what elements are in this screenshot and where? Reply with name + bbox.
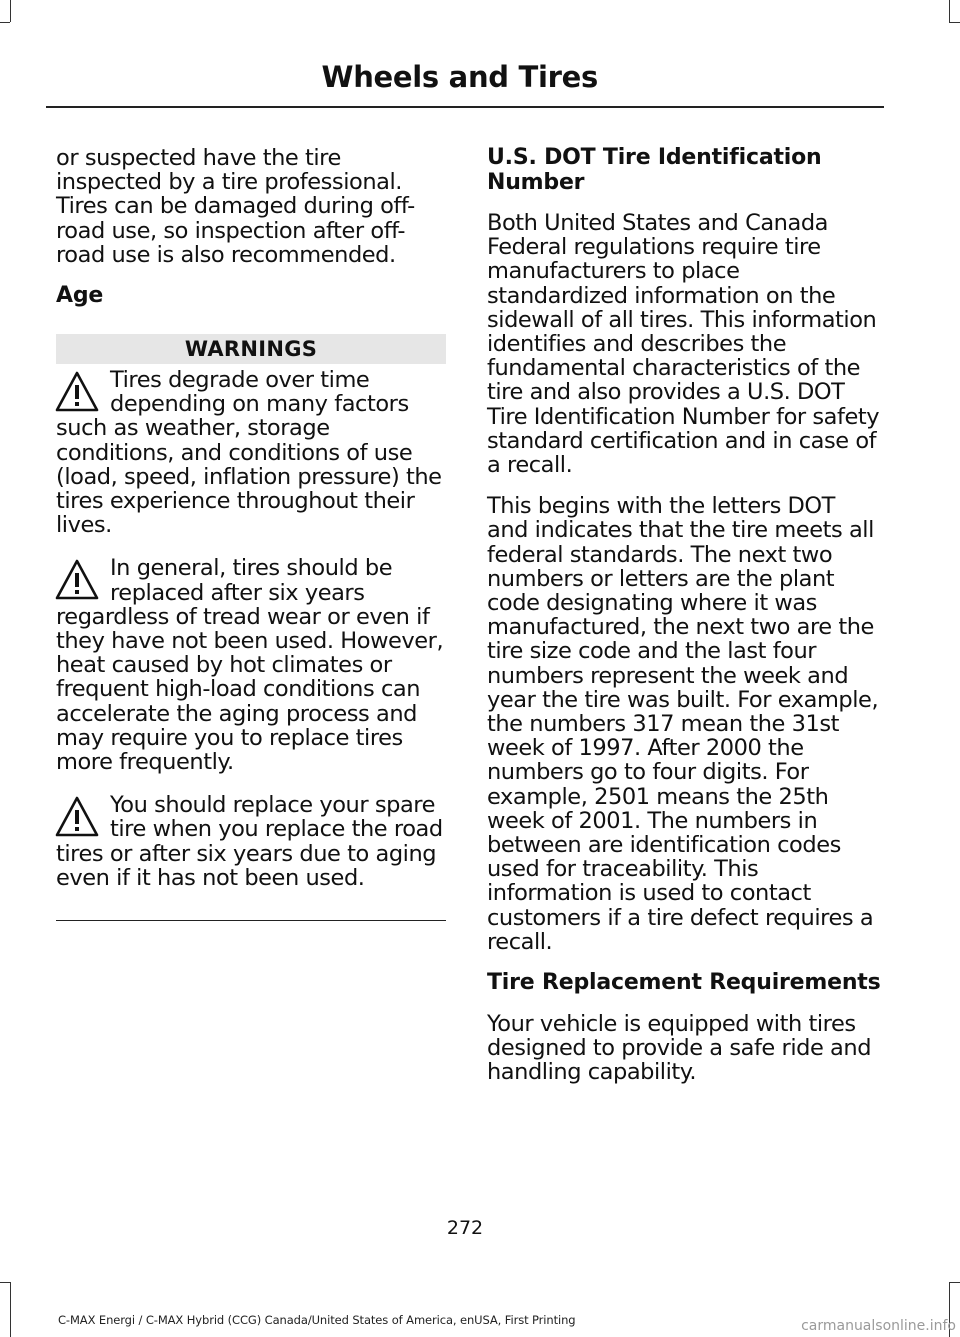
footer-text: C-MAX Energi / C-MAX Hybrid (CCG) Canada/United States of America, enUSA, First Printing xyxy=(58,1313,576,1327)
crop-mark xyxy=(949,0,950,22)
page-title: Wheels and Tires xyxy=(321,60,598,94)
warning-text: Tires degrade over time depending on many factors such as weather, storage conditions, and conditions of use (load, speed, inflation pressure) the tires experience throughout their lives. xyxy=(56,367,442,539)
warning-item xyxy=(56,556,446,774)
intro-paragraph: or suspected have the tire inspected by a tire professional. Tires can be damaged during off-road use, so inspection after off-road use is also recommended. xyxy=(56,145,415,268)
warning-text: You should replace your spare tire when you replace the road tires or after six years due to aging even if it has not been used. xyxy=(56,792,443,891)
crop-mark xyxy=(0,22,10,23)
warning-triangle-icon xyxy=(54,370,100,414)
warning-triangle-icon xyxy=(54,795,100,839)
replacement-paragraph: Your vehicle is equipped with tires designed to provide a safe ride and handling capability. xyxy=(487,1010,872,1085)
warning-item xyxy=(56,368,446,537)
right-column xyxy=(487,146,881,1101)
replacement-heading: Tire Replacement Requirements xyxy=(487,970,881,996)
dot-paragraph-1: Both United States and Canada Federal regulations require tire manufacturers to place standardized information on the sidewall of all tires. This information identifies and describes the fundamental characteristics of the tire and also provides a U.S. DOT Tire Identification Number for safety standard certification and in case of a recall. xyxy=(487,210,880,479)
header-divider xyxy=(46,106,884,108)
crop-mark xyxy=(0,1282,10,1283)
warning-triangle-icon xyxy=(54,558,100,602)
warning-text: In general, tires should be replaced after six years regardless of tread wear or even if they have not been used. However, heat caused by hot climates or frequent high-load conditions can accelerate the aging process and may require you to replace tires more frequently. xyxy=(56,555,444,776)
left-column xyxy=(56,146,446,921)
crop-mark xyxy=(949,1282,960,1283)
age-heading: Age xyxy=(56,283,104,309)
page-number: 272 xyxy=(446,1217,484,1239)
dot-heading: U.S. DOT Tire Identification Number xyxy=(487,145,822,195)
crop-mark xyxy=(10,1282,11,1337)
warning-item xyxy=(56,793,446,890)
dot-paragraph-2: This begins with the letters DOT and indicates that the tire meets all federal standards. The next two numbers or letters are the plant code designating where it was manufactured, the next two are the tire size code and the last four numbers represent the week and year the tire was built. For example, the numbers 317 mean the 31st week of 1997. After 2000 the numbers go to four digits. For example, 2501 means the 25th week of 2001. The numbers in between are identification codes used for traceability. This information is used to contact customers if a tire defect requires a recall. xyxy=(487,493,879,955)
warnings-title: WARNINGS xyxy=(56,334,446,364)
warnings-end-divider xyxy=(56,920,446,921)
watermark: carmanualsonline.info xyxy=(801,1318,956,1334)
crop-mark xyxy=(10,0,11,22)
crop-mark xyxy=(949,22,960,23)
